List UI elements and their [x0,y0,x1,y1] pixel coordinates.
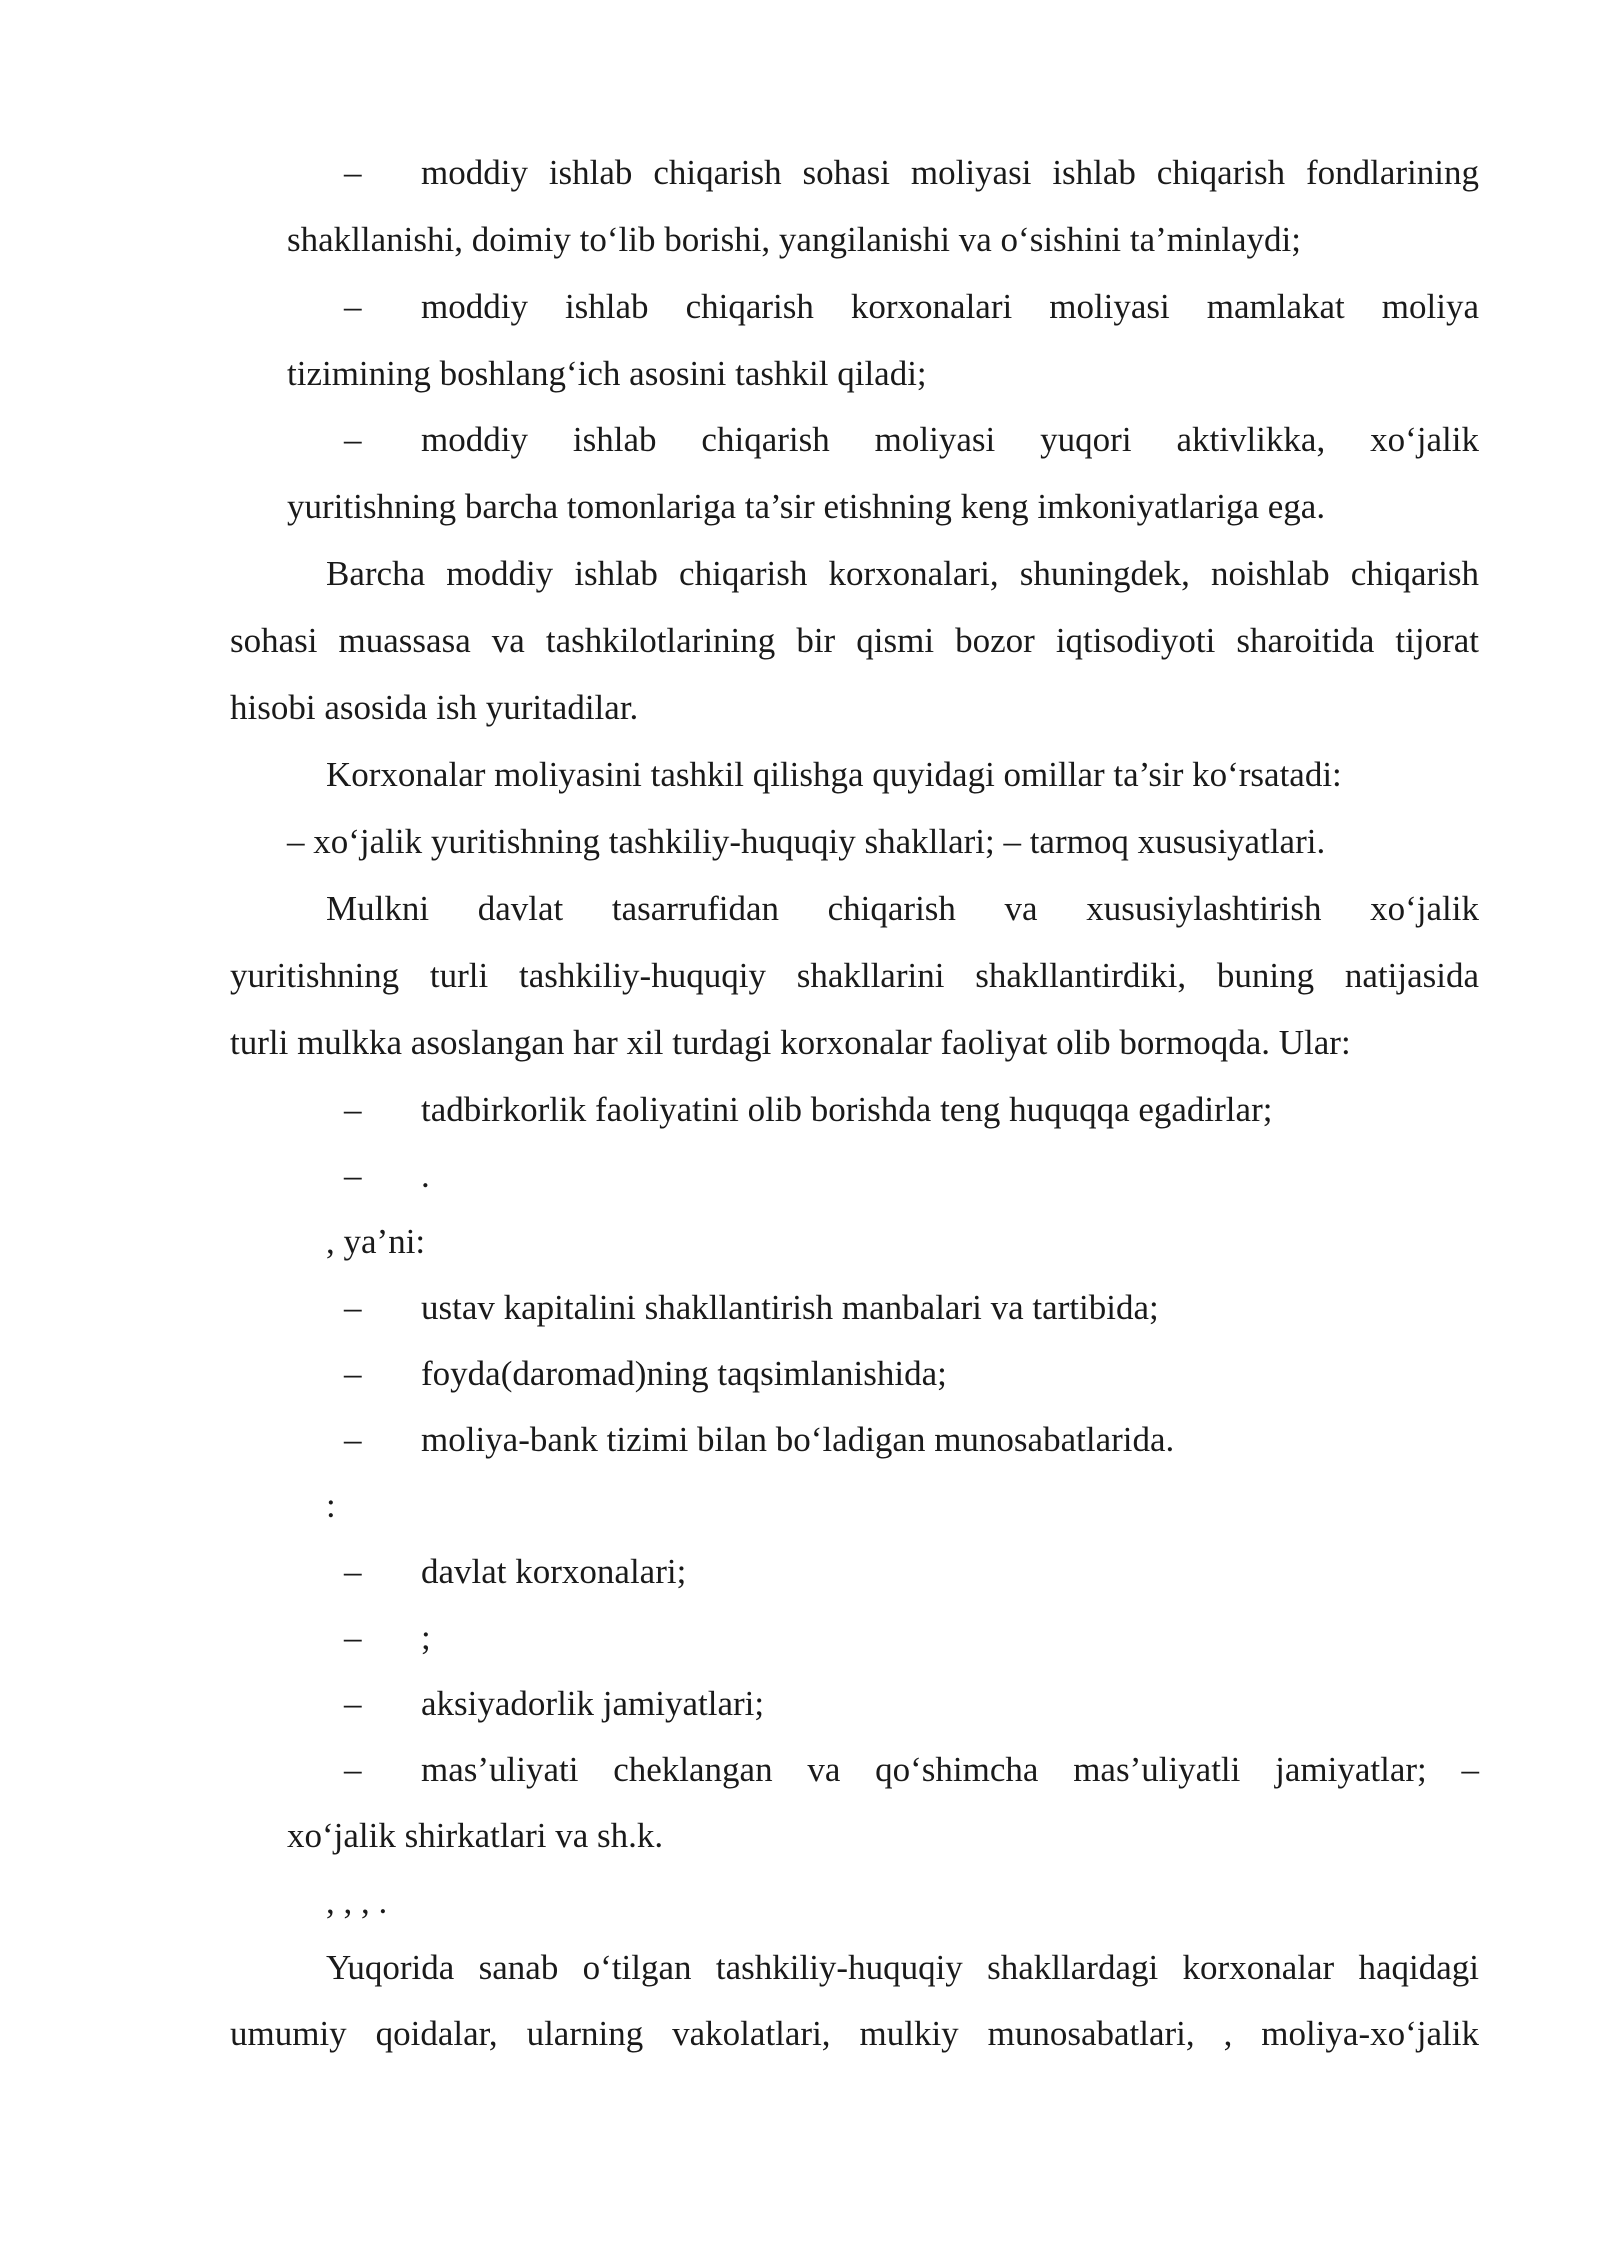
paragraph-line: – xo‘jalik yuritishning tashkiliy-huquqiy shakllari; – tarmoq xususiyatlari. [287,822,1326,861]
list-item-text: moliya-bank tizimi bilan bo‘ladigan munosabatlarida. [421,1420,1175,1459]
list-item-text: moddiy ishlab chiqarish korxonalari moliyasi mamlakat moliya [421,287,1479,326]
list-dash: – [344,1552,362,1591]
paragraph-line: sohasi muassasa va tashkilotlarining bir qismi bozor iqtisodiyoti sharoitida tijorat [230,621,1479,660]
list-dash: – [344,1750,362,1789]
paragraph-line: Yuqorida sanab o‘tilgan tashkiliy-huquqiy shakllardagi korxonalar haqidagi [326,1948,1479,1987]
list-dash: – [344,153,362,192]
list-item-text: . [421,1156,430,1195]
list-dash: – [344,420,362,459]
list-item-text: foyda(daromad)ning taqsimlanishida; [421,1354,947,1393]
list-dash: – [344,1156,362,1195]
paragraph-line: turli mulkka asoslangan har xil turdagi korxonalar faoliyat olib bormoqda. Ular: [230,1023,1351,1062]
list-dash: – [344,1354,362,1393]
paragraph-line: Mulkni davlat tasarrufidan chiqarish va xususiylashtirish xo‘jalik [326,889,1479,928]
paragraph-line: Barcha moddiy ishlab chiqarish korxonalari, shuningdek, noishlab chiqarish [326,554,1479,593]
list-dash: – [344,1684,362,1723]
list-dash: – [344,1288,362,1327]
list-dash: – [344,1618,362,1657]
paragraph-line: xo‘jalik shirkatlari va sh.k. [287,1816,664,1855]
paragraph-line: Korxonalar moliyasini tashkil qilishga quyidagi omillar ta’sir ko‘rsatadi: [326,755,1342,794]
paragraph-line: : [326,1486,336,1525]
list-item-text: moddiy ishlab chiqarish sohasi moliyasi ishlab chiqarish fondlarining [421,153,1479,192]
list-dash: – [344,287,362,326]
list-item-text: moddiy ishlab chiqarish moliyasi yuqori aktivlikka, xo‘jalik [421,420,1479,459]
list-item-text: ; [421,1618,431,1657]
list-item-text: davlat korxonalari; [421,1552,687,1591]
list-dash: – [344,1090,362,1129]
list-item-text: mas’uliyati cheklangan va qo‘shimcha mas’uliyatli jamiyatlar; – [421,1750,1479,1789]
list-item-text: tadbirkorlik faoliyatini olib borishda teng huquqqa egadirlar; [421,1090,1273,1129]
list-item-text: aksiyadorlik jamiyatlari; [421,1684,765,1723]
paragraph-line: tizimining boshlang‘ich asosini tashkil qiladi; [287,354,927,393]
paragraph-line: yuritishning turli tashkiliy-huquqiy shakllarini shakllantirdiki, buning natijasida [230,956,1479,995]
paragraph-line: umumiy qoidalar, ularning vakolatlari, mulkiy munosabatlari, , moliya-xo‘jalik [230,2014,1479,2053]
paragraph-line: , , , . [326,1882,388,1921]
paragraph-line: shakllanishi, doimiy to‘lib borishi, yangilanishi va o‘sishini ta’minlaydi; [287,220,1301,259]
paragraph-line: hisobi asosida ish yuritadilar. [230,688,639,727]
list-dash: – [344,1420,362,1459]
paragraph-line: yuritishning barcha tomonlariga ta’sir etishning keng imkoniyatlariga ega. [287,487,1326,526]
paragraph-line: , ya’ni: [326,1222,426,1261]
list-item-text: ustav kapitalini shakllantirish manbalari va tartibida; [421,1288,1159,1327]
